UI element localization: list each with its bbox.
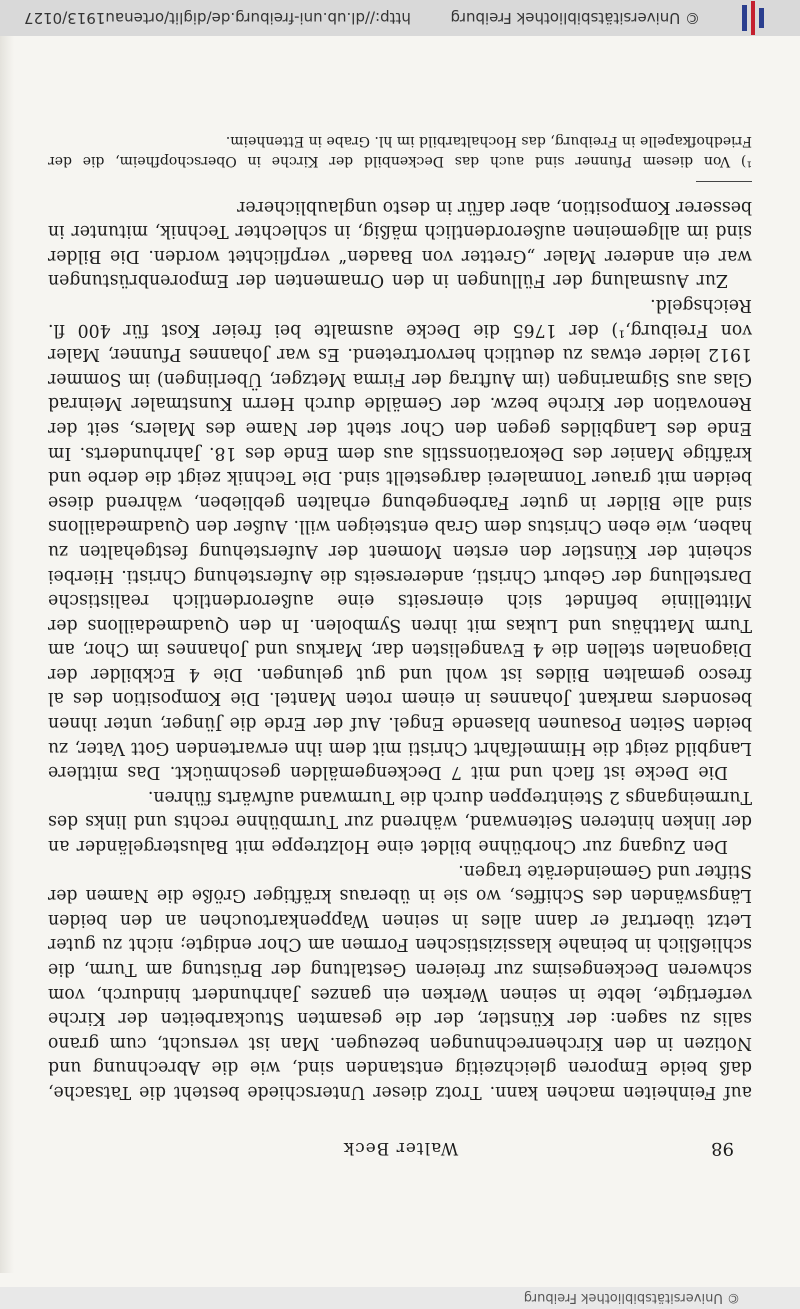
url-text[interactable]: http://dl.ub.uni-freiburg.de/diglit/ortenau1913/0127: [24, 9, 411, 27]
page-content: [48, 131, 752, 1159]
top-info-bar: [0, 1287, 800, 1309]
page-number: 98: [711, 1138, 734, 1159]
library-label: © Universitätsbibliothek Freiburg: [450, 9, 700, 27]
paragraph: auf Feinheiten machen kann. Trotz dieser Unterschiede besteht die Tatsache, daß beide Emporen gleichzeitig entstanden sind, wie die Abrechnung und Notizen in den Kirchenrechnungen bezeugen. Man ist versucht, cum grano salis zu sagen: der Künstler, der die gesamten Stuckarbeiten der Kirche verfertigte, lebte in seinen Werken ein ganzes Jahrhundert hindurch, vom schweren Deckengesims zur freieren Gestaltung der Brüstung am Turm, die schließlich in beinahe klassizistischen Formen am Chor endigte; nicht zu guter Letzt übertraf er dann alles in seinen Wappenkartouchen an den beiden Längswänden des Schiffes, wo sie in überaus kräftiger Größe die Namen der Stifter und Gemeinderäte tragen.: [48, 860, 752, 1102]
paragraph: Die Decke ist flach und mit 7 Deckengemälden geschmückt. Das mittlere Langbild zeigt die Himmelfahrt Christi mit dem ihn erwartenden Gott Vater, zu beiden Seiten Posaunen blasende Engel. Auf der Erde die Jünger, unter ihnen besonders markant Johannes in einem roten Mantel. Die Komposition des al fresco gemalten Bildes ist wohl und gut gelungen. Die 4 Eckbilder der Diagonalen stellen die 4 Evangelisten dar, Markus und Johannes im Chor, am Turm Matthäus und Lukas mit ihren Symbolen. In den Quadmedaillons der Mittellinie befindet sich einerseits eine außerordentlich realistische Darstellung der Geburt Christi, andererseits die Auferstehung Christi. Hierbei scheint der Künstler den ersten Moment der Auferstehung festgehalten zu haben, wie eben Christus dem Grab entsteigen will. Außer den Quadmedaillons sind alle Bilder in guter Farbengebung erhalten geblieben, während diese beiden mit grauer Tonmalerei dargestellt sind. Die Technik zeigt die derbe und kräftige Manier des Dekorationsstils aus dem Ende des 18. Jahrhunderts. Im Ende des Langbildes gegen den Chor steht der Name des Malers, seit der Renovation der Kirche bezw. der Gemälde durch Herrn Kunstmaler Meinrad Glas aus Sigmaringen (im Auftrag der Firma Metzger, Überlingen) im Sommer 1912 leider etwas zu deutlich hervortretend. Es war Johannes Pfunner, Maler von Freiburg,¹) der 1765 die Decke ausmalte bei freier Kost für 400 fl. Reichsgeld.: [48, 295, 752, 783]
footnote-divider: [696, 181, 752, 182]
running-head: Walter Beck: [342, 1138, 459, 1158]
top-library-label: © Universitätsbibliothek Freiburg: [523, 1290, 740, 1306]
paragraph: Den Zugang zur Chorbühne bildet eine Holztreppe mit Balustergeländer an der linken hinteren Seitenwand, während zur Turmbühne rechts und links des Turmeingangs 2 Steintreppen durch die Turmwand aufwärts führen.: [48, 786, 752, 857]
body-text: [48, 194, 752, 1104]
ub-freiburg-logo-icon: [740, 0, 766, 36]
url-bar: [0, 0, 800, 36]
paragraph: Zur Ausmalung der Füllungen in den Ornamenten der Emporenbrüstungen war ein anderer Maler „Gretter von Baaden“ verpflichtet worden. Die Bilder sind im allgemeinen außerordentlich mäßig, in schlechter Technik, mitunter in besserer Komposition, aber dafür in desto unglaublicherer: [48, 196, 752, 291]
page-edge-shadow: [0, 36, 14, 1273]
page-header: [48, 1138, 752, 1159]
footnote: ¹) Von diesem Pfunner sind auch das Deckenbild der Kirche in Oberschopfheim, die der Friedhofkapelle in Freiburg, das Hochaltarbild im hl. Grabe in Ettenheim.: [48, 133, 752, 170]
